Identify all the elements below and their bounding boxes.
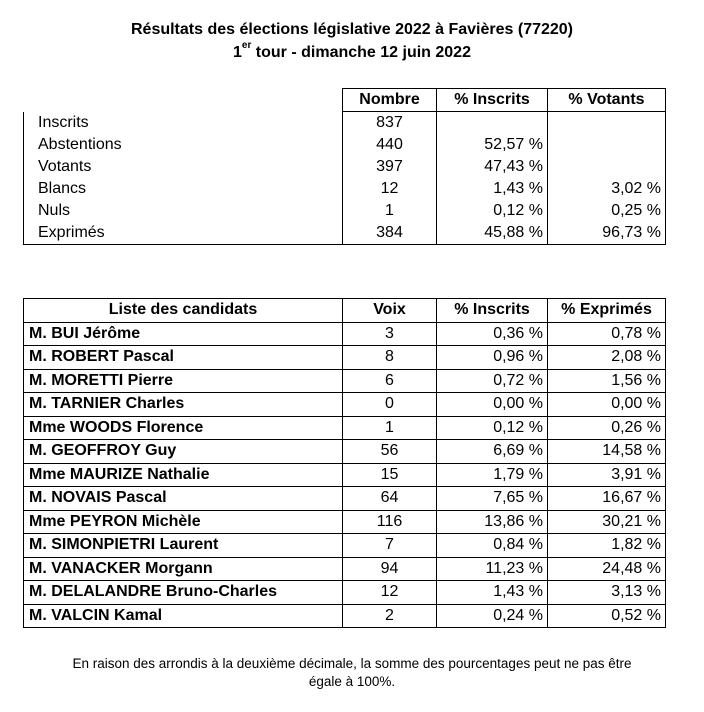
candidate-row — [24, 369, 666, 393]
results-pct-votants — [548, 156, 666, 178]
candidate-name: M. MORETTI Pierre — [24, 369, 343, 393]
candidate-name: Mme PEYRON Michèle — [24, 510, 343, 534]
results-header-pct-votants: % Votants — [548, 89, 666, 112]
candidate-voix: 15 — [343, 463, 437, 487]
results-row — [24, 222, 666, 245]
candidate-pct-exprimes: 14,58 % — [548, 440, 666, 464]
results-label: Inscrits — [24, 112, 343, 135]
candidate-row — [24, 322, 666, 346]
candidates-header-pct-exprimes: % Exprimés — [548, 299, 666, 323]
candidate-name: Mme WOODS Florence — [24, 416, 343, 440]
results-nombre: 440 — [343, 134, 437, 156]
footnote-line1: En raison des arrondis à la deuxième décimale, la somme des pourcentages peut ne pas être — [72, 656, 632, 671]
candidate-row — [24, 487, 666, 511]
results-row — [24, 178, 666, 200]
subtitle-ordinal: 1 — [233, 44, 242, 61]
results-pct-votants — [548, 112, 666, 135]
results-label: Blancs — [24, 178, 343, 200]
candidate-pct-inscrits: 0,36 % — [437, 322, 548, 346]
results-label: Votants — [24, 156, 343, 178]
candidate-pct-inscrits: 0,84 % — [437, 534, 548, 558]
candidate-pct-inscrits: 0,00 % — [437, 393, 548, 417]
results-row — [24, 112, 666, 135]
candidate-name: Mme MAURIZE Nathalie — [24, 463, 343, 487]
candidate-pct-exprimes: 0,26 % — [548, 416, 666, 440]
candidate-voix: 7 — [343, 534, 437, 558]
candidate-pct-exprimes: 0,78 % — [548, 322, 666, 346]
candidate-row — [24, 510, 666, 534]
candidate-pct-inscrits: 0,72 % — [437, 369, 548, 393]
footnote — [0, 655, 704, 691]
results-pct-inscrits: 52,57 % — [437, 134, 548, 156]
candidates-header-voix: Voix — [343, 299, 437, 323]
results-header-empty — [24, 89, 343, 112]
candidate-pct-exprimes: 2,08 % — [548, 346, 666, 370]
candidate-pct-inscrits: 1,43 % — [437, 581, 548, 605]
results-header-row — [24, 89, 666, 112]
candidate-row — [24, 440, 666, 464]
candidate-row — [24, 393, 666, 417]
footnote-line2: égale à 100%. — [308, 674, 396, 689]
candidate-pct-inscrits: 0,24 % — [437, 604, 548, 628]
candidate-pct-exprimes: 0,52 % — [548, 604, 666, 628]
candidate-pct-exprimes: 16,67 % — [548, 487, 666, 511]
candidate-voix: 3 — [343, 322, 437, 346]
candidate-pct-exprimes: 1,56 % — [548, 369, 666, 393]
results-pct-votants — [548, 134, 666, 156]
results-nombre: 397 — [343, 156, 437, 178]
results-pct-inscrits — [437, 112, 548, 135]
candidate-row — [24, 604, 666, 628]
candidate-pct-exprimes: 1,82 % — [548, 534, 666, 558]
candidates-table — [23, 298, 666, 628]
candidate-pct-exprimes: 24,48 % — [548, 557, 666, 581]
candidate-voix: 56 — [343, 440, 437, 464]
candidates-header-pct-inscrits: % Inscrits — [437, 299, 548, 323]
candidate-row — [24, 534, 666, 558]
page-title: Résultats des élections législative 2022 à Favières (77220) — [130, 21, 574, 38]
candidate-pct-inscrits: 6,69 % — [437, 440, 548, 464]
results-nombre: 837 — [343, 112, 437, 135]
candidate-voix: 0 — [343, 393, 437, 417]
candidate-pct-inscrits: 7,65 % — [437, 487, 548, 511]
results-nombre: 1 — [343, 200, 437, 222]
results-label: Nuls — [24, 200, 343, 222]
candidate-pct-exprimes: 3,13 % — [548, 581, 666, 605]
candidate-voix: 6 — [343, 369, 437, 393]
results-row — [24, 200, 666, 222]
candidate-voix: 2 — [343, 604, 437, 628]
candidate-voix: 1 — [343, 416, 437, 440]
candidate-row — [24, 416, 666, 440]
candidate-name: M. VANACKER Morgann — [24, 557, 343, 581]
candidate-pct-inscrits: 11,23 % — [437, 557, 548, 581]
candidate-name: M. ROBERT Pascal — [24, 346, 343, 370]
results-pct-votants: 96,73 % — [548, 222, 666, 245]
candidate-row — [24, 463, 666, 487]
candidate-name: M. NOVAIS Pascal — [24, 487, 343, 511]
candidate-voix: 12 — [343, 581, 437, 605]
candidate-pct-inscrits: 1,79 % — [437, 463, 548, 487]
candidate-name: M. DELALANDRE Bruno-Charles — [24, 581, 343, 605]
candidate-pct-inscrits: 0,96 % — [437, 346, 548, 370]
candidate-pct-inscrits: 13,86 % — [437, 510, 548, 534]
candidate-pct-exprimes: 30,21 % — [548, 510, 666, 534]
results-pct-votants: 3,02 % — [548, 178, 666, 200]
candidate-pct-exprimes: 0,00 % — [548, 393, 666, 417]
candidate-name: M. SIMONPIETRI Laurent — [24, 534, 343, 558]
results-pct-votants: 0,25 % — [548, 200, 666, 222]
candidate-name: M. VALCIN Kamal — [24, 604, 343, 628]
candidate-voix: 94 — [343, 557, 437, 581]
results-row — [24, 156, 666, 178]
candidate-voix: 8 — [343, 346, 437, 370]
subtitle-date: tour - dimanche 12 juin 2022 — [251, 44, 471, 61]
results-pct-inscrits: 0,12 % — [437, 200, 548, 222]
results-pct-inscrits: 47,43 % — [437, 156, 548, 178]
candidate-row — [24, 557, 666, 581]
results-header-pct-inscrits: % Inscrits — [437, 89, 548, 112]
candidate-name: M. TARNIER Charles — [24, 393, 343, 417]
page-subtitle — [0, 40, 704, 63]
candidates-header-name: Liste des candidats — [24, 299, 343, 323]
candidate-voix: 116 — [343, 510, 437, 534]
results-pct-inscrits: 1,43 % — [437, 178, 548, 200]
results-table — [23, 88, 666, 245]
results-label: Abstentions — [24, 134, 343, 156]
results-header-nombre: Nombre — [343, 89, 437, 112]
candidate-name: M. GEOFFROY Guy — [24, 440, 343, 464]
results-nombre: 12 — [343, 178, 437, 200]
candidate-voix: 64 — [343, 487, 437, 511]
candidate-name: M. BUI Jérôme — [24, 322, 343, 346]
candidate-pct-inscrits: 0,12 % — [437, 416, 548, 440]
subtitle-ordinal-suffix: er — [241, 40, 252, 51]
results-row — [24, 134, 666, 156]
results-pct-inscrits: 45,88 % — [437, 222, 548, 245]
candidates-header-row — [24, 299, 666, 323]
results-label: Exprimés — [24, 222, 343, 245]
candidate-row — [24, 581, 666, 605]
candidate-row — [24, 346, 666, 370]
candidate-pct-exprimes: 3,91 % — [548, 463, 666, 487]
results-nombre: 384 — [343, 222, 437, 245]
